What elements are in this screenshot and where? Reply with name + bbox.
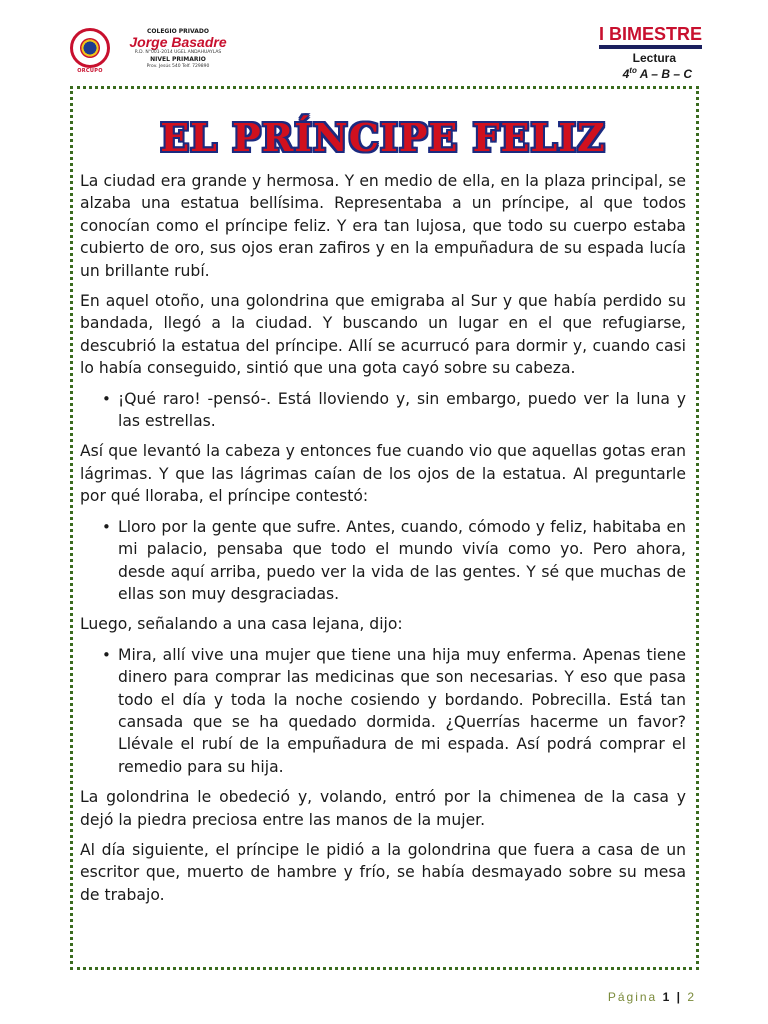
bullet-icon: • [102,645,111,664]
school-seal-icon [70,28,110,68]
dialogue-item [102,644,686,778]
school-level: NIVEL PRIMARIO [150,56,206,63]
school-logo-block [68,26,227,76]
subject-label: Lectura [632,51,676,65]
school-name: Jorge Basadre [129,34,227,50]
paragraph: La ciudad era grande y hermosa. Y en medio de ella, en la plaza principal, se alzaba una estatua bellísima. Representaba a un príncipe, al que todos conocían como el príncipe feliz. Y era tan lujosa, que todo su cuerpo estaba cubierto de oro, sus ojos eran zafiros y en la empuñadura de su espada lucía un brillante rubí. [80,172,686,280]
page-header [0,0,768,84]
grade-suffix: to [629,66,637,75]
bimestre-label: I BIMESTRE [599,24,702,49]
school-info [118,28,238,70]
school-address: Prov. Jesús 540 Telf. 729890 [146,64,210,69]
paragraph: Luego, señalando a una casa lejana, dijo: [80,615,403,634]
reading-content [80,114,686,914]
grade-number: 4 [622,67,630,81]
page-label: Página [607,990,658,1004]
term-info [582,24,702,81]
school-details: R.D. N°001-2014 UGEL ANDAHUAYLAS [134,50,222,55]
dialogue-item [102,388,686,433]
school-type: COLEGIO PRIVADO [147,28,209,35]
seal-emblem-icon [80,38,100,58]
dialogue-text: ¡Qué raro! -pensó-. Está lloviendo y, sin embargo, puedo ver la luna y las estrellas. [118,389,686,431]
paragraph: En aquel otoño, una golondrina que emigraba al Sur y que había perdido su bandada, llegó a la ciudad. Y buscando un lugar en el que refugiarse, descubrió la estatua del príncipe. Allí se acurrucó para dormir y, cuando casi lo había conseguido, sintió que una gota cayó sobre su cabeza. [80,292,686,378]
dialogue-item [102,516,686,606]
document-title: EL PRÍNCIPE FELIZ [160,115,606,160]
page-footer [608,990,696,1004]
page-total: 2 [687,990,696,1004]
grade-label [582,66,692,81]
page-separator: | [676,990,682,1004]
paragraph: La golondrina le obedeció y, volando, entró por la chimenea de la casa y dejó la piedra preciosa entre las manos de la mujer. [80,788,686,829]
grade-sections: A – B – C [639,67,692,81]
dialogue-text: Mira, allí vive una mujer que tiene una hija muy enferma. Apenas tiene dinero para comprar las medicinas que son necesarias. Y eso que pasa todo el día y toda la noche cosiendo y bordando. Pobrecilla. Está tan cansada que se ha quedado dormida. ¿Querrías hacerme un favor? Llévale el rubí de la empuñadura de mi espada. Así podrá comprar el remedio para su hija. [118,645,686,776]
bullet-icon: • [102,389,111,408]
dialogue-text: Lloro por la gente que sufre. Antes, cuando, cómodo y feliz, habitaba en mi palacio, pensaba que todo el mundo vivía como yo. Pero ahora, desde aquí arriba, puedo ver la vida de las gentes. Y sé que muchas de ellas son muy desgraciadas. [118,517,686,603]
bullet-icon: • [102,517,111,536]
seal-caption: ORCUPO [77,68,103,74]
page-number: 1 [662,990,672,1004]
paragraph: Así que levantó la cabeza y entonces fue cuando vio que aquellas gotas eran lágrimas. Y que las lágrimas caían de los ojos de la estatua. Al preguntarle por qué lloraba, el príncipe contestó: [80,442,686,506]
paragraph: Al día siguiente, el príncipe le pidió a la golondrina que fuera a casa de un escritor que, muerto de hambre y frío, se había desmayado sobre su mesa de trabajo. [80,840,686,904]
